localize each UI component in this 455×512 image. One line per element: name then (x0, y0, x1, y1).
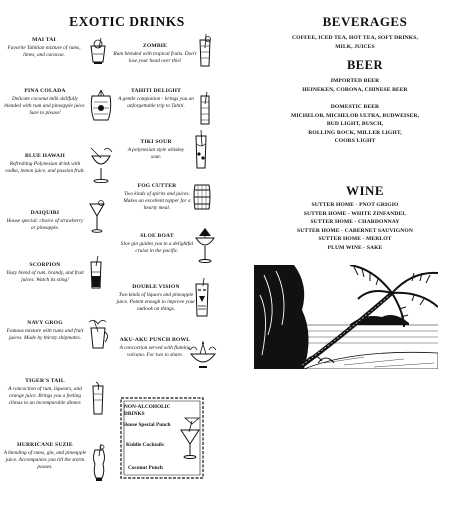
tahiti-delight-glass-icon (198, 92, 212, 126)
imported-beer-line: HEINEKEN, CORONA, CHINESE BEER (302, 86, 408, 93)
drink-name: DAIQUIRI (30, 210, 60, 216)
tigers-tail-glass-icon (90, 380, 106, 416)
aku-aku-punch-bowl-icon (188, 336, 218, 372)
drink-daiquiri (5, 210, 85, 232)
drink-description: Delicate coconut milk skillfully blended with rum and pineapple juice. Sure to please! (4, 95, 86, 116)
drink-double-vision (114, 284, 198, 313)
domestic-beer-title: DOMESTIC BEER (330, 104, 380, 110)
drink-sloe-boat (118, 233, 196, 255)
mai-tai-glass-icon (88, 36, 108, 66)
drink-description: Famous mixture with rums and fruit juices. Made by thirsty shipmates. (6, 327, 84, 341)
domestic-beer-line: BUD LIGHT, BUSCH, (326, 121, 384, 128)
pina-colada-glass-icon (88, 88, 114, 124)
wine-line: SUTTER HOME - CABERNET SAUVIGNON (297, 227, 413, 234)
drink-name: MAI TAI (32, 37, 56, 43)
drink-name: NAVY GROG (27, 320, 63, 326)
wine-line: SUTTER HOME - PNOT GRIGIO (311, 202, 399, 208)
fog-cutter-barrel-icon (192, 181, 212, 211)
blue-hawaii-glass-icon (88, 146, 114, 184)
wine-line: SUTTER HOME - CHARDONNAY (310, 219, 400, 226)
drink-tahiti-delight (112, 88, 200, 110)
drink-description: A blending of rums, gin, and pineapple juice. Accompanies you till the storm passes. (3, 449, 87, 470)
drink-name: TIKI SOUR (140, 139, 172, 145)
imported-beer-title: IMPORTED BEER (330, 78, 380, 84)
drink-description: A concoction of rum, liqueurs, and orange juice. Brings you a feeling climax to an incomparable dinner. (8, 385, 82, 406)
non-alcoholic-title: NON-ALCOHOLIC DRINKS (124, 404, 171, 417)
drink-hurricane-suzie (2, 442, 88, 471)
drink-description: House special: choice of strawberry or pineapple. (6, 217, 84, 231)
drink-name: SLOE BOAT (140, 233, 174, 239)
drink-description: Tasty blend of rum, brandy, and fruit juices. Watch its sting! (6, 269, 84, 283)
navy-grog-glass-icon (86, 318, 110, 352)
domestic-beer-block (255, 103, 455, 146)
drink-name: FOG CUTTER (137, 183, 177, 189)
drink-description: Rum blended with tropical fruits. Don't lose your head over this! (113, 50, 197, 64)
drink-navy-grog (4, 320, 86, 342)
drink-description: Sloe gin guides you to a delightful cruise in the pacific. (120, 240, 194, 254)
drink-description: Two kinds of liquors and pineapple juice. Potent enough to improve your outlook on things. (116, 291, 196, 312)
drink-name: BLUE HAWAII (25, 153, 65, 159)
drink-name: ZOMBIE (142, 43, 168, 49)
drink-scorpion (4, 262, 86, 284)
scorpion-glass-icon (88, 256, 104, 290)
drink-name: HURRICANE SUZIE (17, 442, 73, 448)
drink-name: SCORPION (29, 262, 61, 268)
beverages-line: COFFEE, ICED TEA, HOT TEA, SOFT DRINKS, (292, 35, 418, 41)
drink-name: PINA COLADA (24, 88, 66, 94)
beverages-heading: BEVERAGES (322, 14, 408, 29)
drink-description: A concoction served with flaming volcano. For two to share. (119, 344, 191, 358)
daiquiri-glass-icon (88, 200, 106, 234)
drink-blue-hawaii (4, 153, 86, 175)
beer-heading: BEER (346, 58, 384, 72)
drink-pina-colada (4, 88, 86, 117)
non-alcoholic-item: Coconut Punch (128, 465, 163, 471)
beverages-list (255, 34, 455, 51)
domestic-beer-line: COORS LIGHT (334, 138, 376, 145)
drink-name: AKU-AKU PUNCH BOWL (119, 337, 191, 343)
wine-line: PLUM WINE - SAKE (327, 244, 383, 251)
drink-description: Two kinds of spirits and juices. Makes an excellent topper for a hearty meal. (123, 190, 191, 211)
wine-list (255, 201, 455, 253)
hurricane-suzie-glass-icon (90, 444, 108, 484)
drink-description: A polynesian style whiskey sour. (127, 146, 185, 160)
drink-name: DOUBLE VISION (132, 284, 180, 290)
domestic-beer-line: ROLLING ROCK, MILLER LIGHT, (308, 129, 402, 136)
imported-beer-block (255, 77, 455, 94)
drink-description: Favorite Tahitian mixture of rums, limes, and curacao. (7, 44, 81, 58)
non-alcoholic-item: Kiddie Cocktails (126, 442, 164, 448)
drink-zombie (113, 43, 197, 65)
drink-tigers-tail (2, 378, 88, 407)
sloe-boat-glass-icon (193, 226, 217, 264)
drink-tiki-sour (122, 139, 190, 161)
drink-description: Refreshing Polynesian drink with vodka, lemon juice, and passion fruit. (5, 160, 85, 174)
tiki-sour-glass-icon (193, 130, 209, 170)
drink-name: TIGER'S TAIL (25, 378, 65, 384)
non-alcoholic-drinks-box (117, 394, 207, 482)
drink-name: TAHITI DELIGHT (130, 88, 182, 94)
wine-heading: WINE (345, 183, 385, 198)
wine-line: SUTTER HOME - WHITE ZINFANDEL (303, 210, 407, 217)
tropical-beach-illustration (254, 265, 438, 369)
non-alcoholic-item: House Special Punch (123, 422, 171, 428)
double-vision-tiki-mug-icon (193, 278, 211, 318)
drink-aku-aku-punch-bowl (115, 337, 195, 359)
drink-mai-tai (2, 37, 86, 59)
zombie-glass-icon (197, 34, 213, 68)
drink-fog-cutter (118, 183, 196, 212)
domestic-beer-line: MICHELOB, MICHELOB ULTRA, BUDWEISER, (290, 112, 420, 119)
beverages-line: MILK, JUICES (335, 43, 375, 50)
exotic-drinks-heading: EXOTIC DRINKS (69, 14, 185, 29)
parasol-glass-icon (179, 416, 201, 465)
wine-line: SUTTER HOME - MERLOT (318, 236, 392, 243)
drink-description: A gentle companion - brings you an unforgettable trip to Tahiti. (118, 95, 194, 109)
